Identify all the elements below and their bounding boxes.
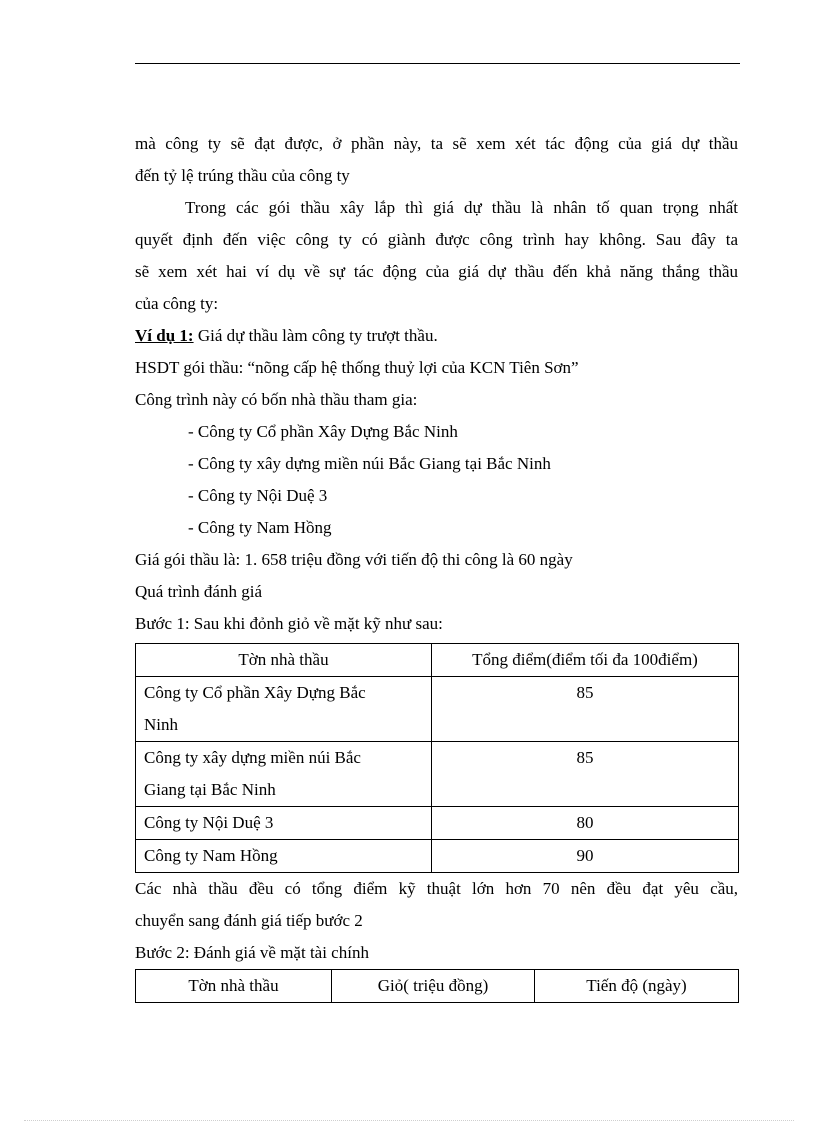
bidder-item: - Công ty Nam Hồng: [188, 518, 332, 537]
paragraph-2-line-4: của công ty:: [135, 294, 219, 313]
bidder-name-line: Công ty Cổ phần Xây Dựng Bắc: [144, 683, 366, 702]
technical-score-table: [135, 643, 739, 873]
example-label: Ví dụ 1:: [135, 326, 194, 345]
header-bidder-name: Tờn nhà thầu: [136, 970, 332, 1003]
score-cell: 80: [432, 807, 739, 840]
after-step-1-line-2: chuyển sang đánh giá tiếp bước 2: [135, 911, 363, 930]
after-step-1-line-1: Các nhà thầu đều có tổng điểm kỹ thuật lớn hơn 70 nên đều đạt yêu cầu,: [135, 879, 738, 898]
document-body: [135, 128, 738, 1003]
header-bidder-name: Tờn nhà thầu: [136, 644, 432, 677]
score-cell: 85: [432, 677, 739, 742]
table-row: [136, 840, 739, 873]
bidder-name-line: Ninh: [144, 715, 178, 734]
bidder-name-cell: Công ty Nội Duệ 3: [136, 807, 432, 840]
bidders-intro: Công trình này có bốn nhà thầu tham gia:: [135, 390, 418, 409]
header-rule: [135, 63, 740, 64]
table-row: [136, 677, 739, 742]
bidder-name-line: Giang tại Bắc Ninh: [144, 780, 276, 799]
example-text: Giá dự thầu làm công ty trượt thầu.: [193, 326, 438, 345]
bidder-item: - Công ty Cổ phần Xây Dựng Bắc Ninh: [188, 422, 458, 441]
hsdt-line: HSDT gói thầu: “nõng cấp hệ thống thuỷ lợi của KCN Tiên Sơn”: [135, 358, 579, 377]
header-price: Giỏ( triệu đồng): [332, 970, 535, 1003]
bidder-name-cell: [136, 742, 432, 807]
paragraph-2-line-2: quyết định đến việc công ty có giành được công trình hay không. Sau đây ta: [135, 230, 738, 249]
header-total-score: Tổng điểm(điểm tối đa 100điểm): [432, 644, 739, 677]
table-header-row: [136, 644, 739, 677]
score-cell: 85: [432, 742, 739, 807]
paragraph-1-line-1: mà công ty sẽ đạt được, ở phần này, ta sẽ xem xét tác động của giá dự thầu: [135, 134, 738, 153]
paragraph-1-line-2: đến tỷ lệ trúng thầu của công ty: [135, 166, 350, 185]
bidder-name-cell: [136, 677, 432, 742]
table-row: [136, 742, 739, 807]
table-header-row: [136, 970, 739, 1003]
score-cell: 90: [432, 840, 739, 873]
header-schedule: Tiến độ (ngày): [535, 970, 739, 1003]
step-1-heading: Bước 1: Sau khi đỏnh giỏ về mặt kỹ như sau:: [135, 614, 443, 633]
bidder-item: - Công ty xây dựng miền núi Bắc Giang tại Bắc Ninh: [188, 454, 551, 473]
paragraph-2-line-3: sẽ xem xét hai ví dụ về sự tác động của giá dự thầu đến khả năng thắng thầu: [135, 262, 738, 281]
package-price: Giá gói thầu là: 1. 658 triệu đồng với tiến độ thi công là 60 ngày: [135, 550, 573, 569]
financial-table: [135, 969, 739, 1003]
bidder-name-cell: Công ty Nam Hồng: [136, 840, 432, 873]
table-row: [136, 807, 739, 840]
paragraph-2-line-1: Trong các gói thầu xây lắp thì giá dự thầu là nhân tố quan trọng nhất: [185, 198, 738, 217]
bidder-name-line: Công ty xây dựng miền núi Bắc: [144, 748, 361, 767]
example-heading: [135, 320, 738, 352]
step-2-heading: Bước 2: Đánh giá về mặt tài chính: [135, 943, 369, 962]
bidder-item: - Công ty Nội Duệ 3: [188, 486, 328, 505]
footer-dotted-rule: [24, 1120, 794, 1121]
process-heading: Quá trình đánh giá: [135, 582, 262, 601]
